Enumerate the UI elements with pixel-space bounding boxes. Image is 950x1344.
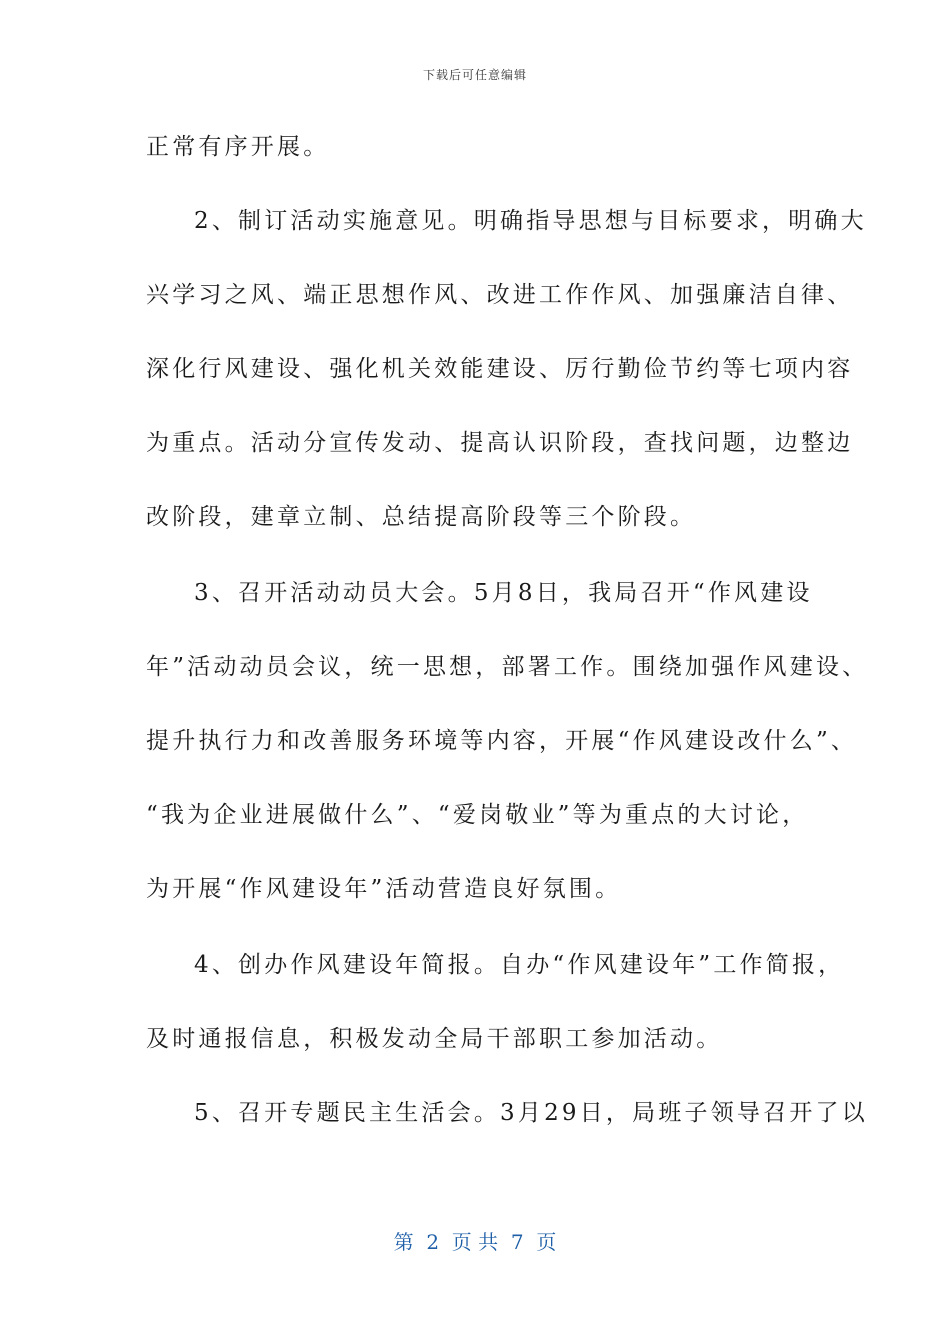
- paragraph-3-start: 3、召开活动动员大会。5月8日，我局召开“作风建设: [194, 580, 813, 606]
- body-line: 兴学习之风、端正思想作风、改进工作作风、加强廉洁自律、: [146, 282, 854, 308]
- body-line: 为开展“作风建设年”活动营造良好氛围。: [146, 876, 622, 902]
- body-line: 年”活动动员会议，统一思想，部署工作。围绕加强作风建设、: [146, 654, 869, 680]
- body-line: 为重点。活动分宣传发动、提高认识阶段，查找问题，边整边: [146, 430, 854, 456]
- download-note: 下载后可任意编辑: [422, 68, 527, 82]
- body-line: 提升执行力和改善服务环境等内容，开展“作风建设改什么”、: [146, 728, 858, 754]
- body-line: 深化行风建设、强化机关效能建设、厉行勤俭节约等七项内容: [146, 356, 854, 382]
- body-line: 改阶段，建章立制、总结提高阶段等三个阶段。: [146, 504, 697, 530]
- body-line: 正常有序开展。: [146, 134, 330, 160]
- paragraph-5-start: 5、召开专题民主生活会。3月29日，局班子领导召开了以: [194, 1100, 868, 1126]
- paragraph-2-start: 2、制订活动实施意见。明确指导思想与目标要求，明确大: [194, 208, 867, 234]
- body-line: 及时通报信息，积极发动全局干部职工参加活动。: [146, 1026, 723, 1052]
- paragraph-4-start: 4、创办作风建设年简报。自办“作风建设年”工作简报，: [194, 952, 845, 978]
- body-line: “我为企业进展做什么”、“爱岗敬业”等为重点的大讨论，: [146, 802, 809, 828]
- page-indicator: 第 2 页 共 7 页: [393, 1230, 557, 1254]
